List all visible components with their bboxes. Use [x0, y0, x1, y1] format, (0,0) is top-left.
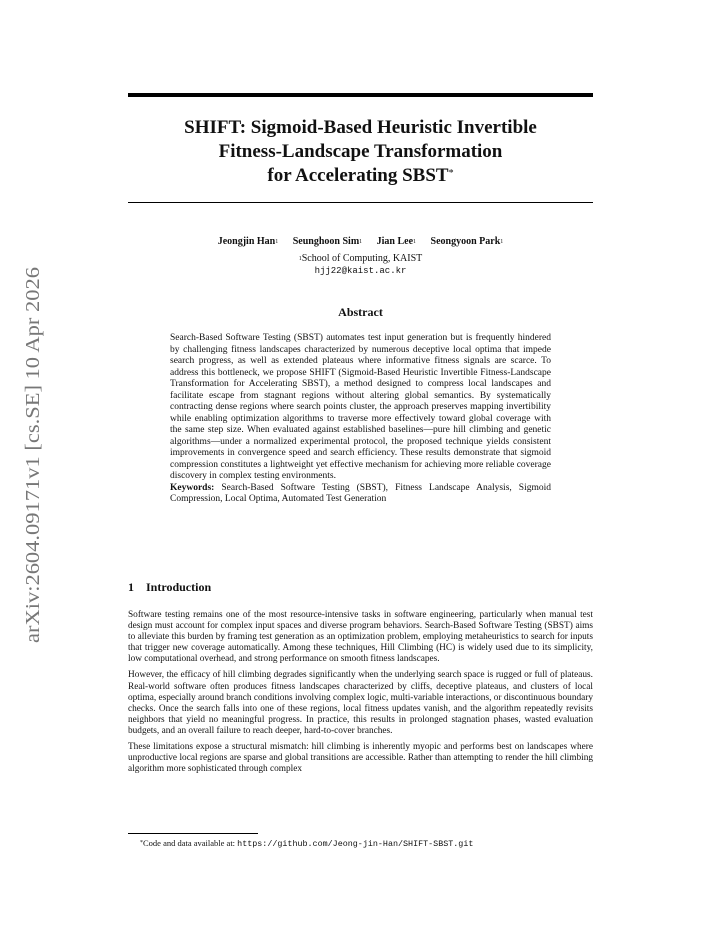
paragraph: These limitations expose a structural mismatch: hill climbing is inherently myopic and performs best on landscapes where unproductive local regions are sparse and global transitions are accessible. Rather than attempting to render the hill climbing algorithm more sophisticated through complex: [128, 742, 593, 775]
introduction-body: [128, 610, 593, 780]
footnote-mark: *: [140, 840, 143, 846]
author: Seunghoon Sim$^1$: [292, 236, 363, 247]
affiliation: $^1$School of Computing, KAIST: [298, 253, 423, 264]
paragraph: However, the efficacy of hill climbing degrades significantly when the underlying search space is rugged or full of plateaus. Real-world software often produces fitness landscapes characterized by cliffs, deceptive plateaus, and clusters of local optima, especially around branch conditions involving complex logic, multi-variable interactions, or discontinuous boundary checks. Once the search falls into one of these regions, local fitness updates vanish, and the algorithm repeatedly revisits neighbors that yield no meaningful progress. In practice, this results in prolonged stagnation phases, wasted evaluation budgets, and an overall failure to reach deeper, hard-to-cover branches.: [128, 670, 593, 736]
author: Jian Lee$^1$: [376, 236, 417, 247]
footnote-rule: [128, 833, 258, 834]
section-heading-introduction: [128, 580, 211, 595]
keywords-label: Keywords:: [170, 482, 215, 493]
code-repository-link[interactable]: https://github.com/Jeong-jin-Han/SHIFT-SBST.git: [237, 839, 474, 849]
abstract-heading: Abstract: [338, 305, 383, 319]
title-line-1: SHIFT: Sigmoid-Based Heuristic Invertible: [184, 117, 537, 138]
title-line-2: Fitness-Landscape Transformation: [218, 141, 503, 162]
abstract-text: Search-Based Software Testing (SBST) automates test input generation but is frequently hindered by challenging fitness landscapes characterized by numerous deceptive local optima that impede search progress, as well as extended plateaus where informative fitness signals are scarce. To address this bottleneck, we propose SHIFT (Sigmoid-Based Heuristic Invertible Fitness-Landscape Transformation for Accelerating SBST), a method designed to compress local landscapes and facilitate escape from stagnant regions without altering global semantics. By systematically contracting dense regions where search points cluster, the approach preserves mapping invertibility while enabling optimization algorithms to traverse more effectively toward global coverage with the same step size. When evaluated against established baselines—pure hill climbing and genetic algorithms—under a normalized experimental protocol, the proposed technique yields consistent improvements in convergence speed and search efficiency. These results demonstrate that sigmoid compression constitutes a lightweight yet effective mechanism for achieving more reliable coverage discovery in complex testing environments.: [170, 333, 551, 481]
keywords-list: Search-Based Software Testing (SBST), Fitness Landscape Analysis, Sigmoid Compression, Local Optima, Automated Test Generation: [170, 482, 551, 504]
section-title: Introduction: [146, 580, 212, 594]
footnote: *Code and data available at: https://github.com/Jeong-jin-Han/SHIFT-SBST.git: [140, 838, 474, 849]
title-bottom-rule: [128, 202, 593, 203]
author-list: [128, 236, 593, 248]
title-line-3: for Accelerating SBST*: [267, 165, 454, 186]
author: Jeongjin Han$^1$: [217, 236, 279, 247]
title-top-rule: [128, 93, 593, 97]
arxiv-identifier: arXiv:2604.09171v1 [cs.SE] 10 Apr 2026: [23, 316, 44, 643]
paper-title: [128, 116, 593, 188]
arxiv-sidebar-stamp: [20, 265, 44, 645]
title-footnote-mark: *: [448, 168, 454, 179]
keywords: [170, 483, 551, 506]
author: Seongyoon Park$^1$: [430, 236, 504, 247]
section-number: 1: [128, 580, 134, 594]
paragraph: Software testing remains one of the most resource-intensive tasks in software engineering, particularly when manual test design must account for complex input spaces and diverse program behaviors. Search-Based Software Testing (SBST) aims to alleviate this burden by framing test generation as an optimization problem, employing metaheuristics to search for inputs that trigger new coverage automatically. Among these techniques, Hill Climbing (HC) is widely used due to its simplicity, low computational overhead, and strong performance on smooth fitness landscapes.: [128, 610, 593, 665]
contact-email: hjj22@kaist.ac.kr: [314, 266, 407, 276]
abstract-body: [170, 333, 551, 506]
